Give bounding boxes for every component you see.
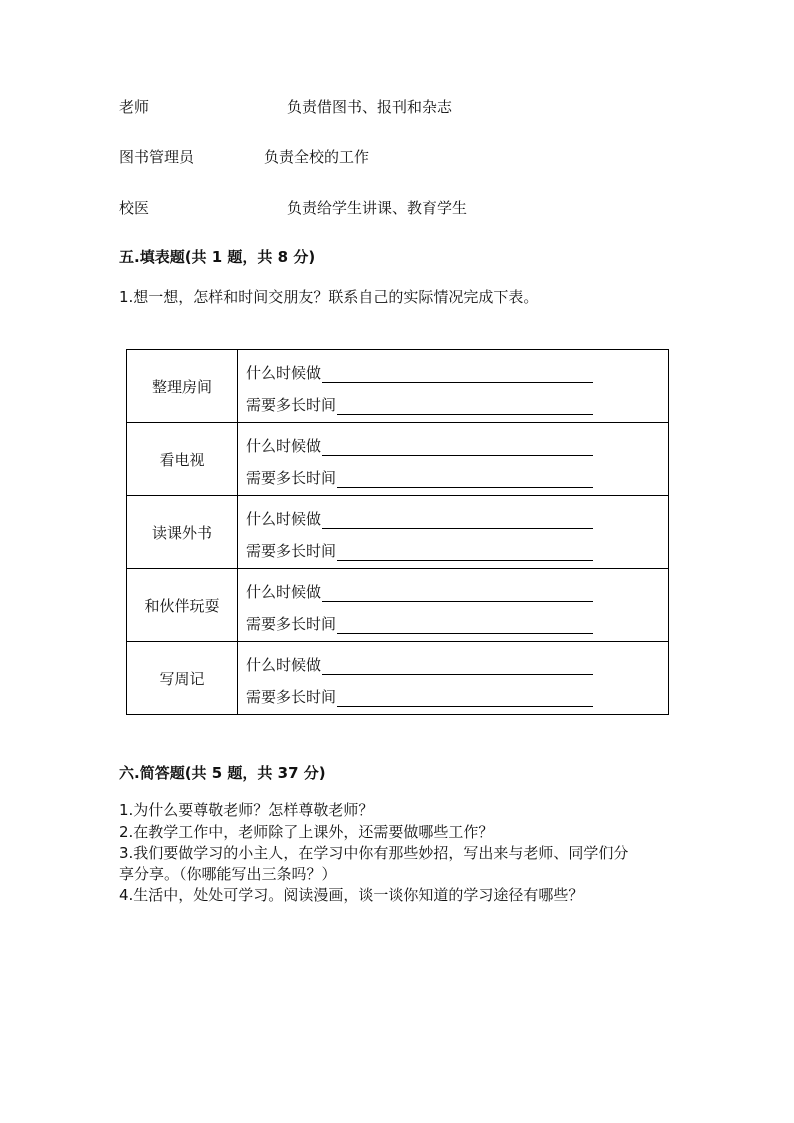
match-right-borrow-books: 负责借图书、报刊和杂志 [287, 98, 453, 116]
when-blank[interactable] [322, 583, 593, 602]
activity-cell: 整理房间 [127, 350, 238, 423]
when-label: 什么时候做 [246, 510, 322, 528]
answer-cell [238, 569, 669, 642]
when-label: 什么时候做 [246, 583, 322, 601]
duration-blank[interactable] [337, 688, 593, 707]
section6-question-3-line2: 享分享。（你哪能写出三条吗？） [119, 865, 337, 883]
match-left-teacher: 老师 [119, 98, 150, 116]
section6-question-1: 1.为什么要尊敬老师？怎样尊敬老师？ [119, 801, 374, 819]
duration-label: 需要多长时间 [246, 469, 337, 487]
when-blank[interactable] [322, 437, 593, 456]
activity-cell: 看电视 [127, 423, 238, 496]
activity-cell: 和伙伴玩耍 [127, 569, 238, 642]
duration-blank[interactable] [337, 615, 593, 634]
section5-question: 1.想一想，怎样和时间交朋友？联系自己的实际情况完成下表。 [119, 288, 539, 306]
duration-blank[interactable] [337, 542, 593, 561]
duration-blank[interactable] [337, 469, 593, 488]
when-label: 什么时候做 [246, 437, 322, 455]
table-row [127, 350, 669, 423]
section6-question-2: 2.在教学工作中，老师除了上课外，还需要做哪些工作？ [119, 823, 494, 841]
answer-cell [238, 350, 669, 423]
when-blank[interactable] [322, 364, 593, 383]
section6-title: 六.简答题(共 5 题，共 37 分) [119, 764, 326, 782]
duration-label: 需要多长时间 [246, 396, 337, 414]
duration-blank[interactable] [337, 396, 593, 415]
table-row [127, 569, 669, 642]
duration-label: 需要多长时间 [246, 688, 337, 706]
answer-cell [238, 642, 669, 715]
activity-cell: 写周记 [127, 642, 238, 715]
answer-cell [238, 496, 669, 569]
match-left-doctor: 校医 [119, 199, 150, 217]
when-blank[interactable] [322, 656, 593, 675]
match-right-teach: 负责给学生讲课、教育学生 [287, 199, 468, 217]
match-right-school-work: 负责全校的工作 [264, 148, 370, 166]
match-left-librarian: 图书管理员 [119, 148, 195, 166]
when-blank[interactable] [322, 510, 593, 529]
table-row [127, 496, 669, 569]
table-row [127, 423, 669, 496]
section6-question-4: 4.生活中，处处可学习。阅读漫画，谈一谈你知道的学习途径有哪些？ [119, 886, 584, 904]
duration-label: 需要多长时间 [246, 542, 337, 560]
when-label: 什么时候做 [246, 656, 322, 674]
table-row [127, 642, 669, 715]
when-label: 什么时候做 [246, 364, 322, 382]
activity-cell: 读课外书 [127, 496, 238, 569]
section6-question-3-line1: 3.我们要做学习的小主人，在学习中你有那些妙招，写出来与老师、同学们分 [119, 844, 629, 862]
duration-label: 需要多长时间 [246, 615, 337, 633]
answer-cell [238, 423, 669, 496]
section5-title: 五.填表题(共 1 题，共 8 分) [119, 248, 316, 266]
time-table [126, 349, 669, 715]
